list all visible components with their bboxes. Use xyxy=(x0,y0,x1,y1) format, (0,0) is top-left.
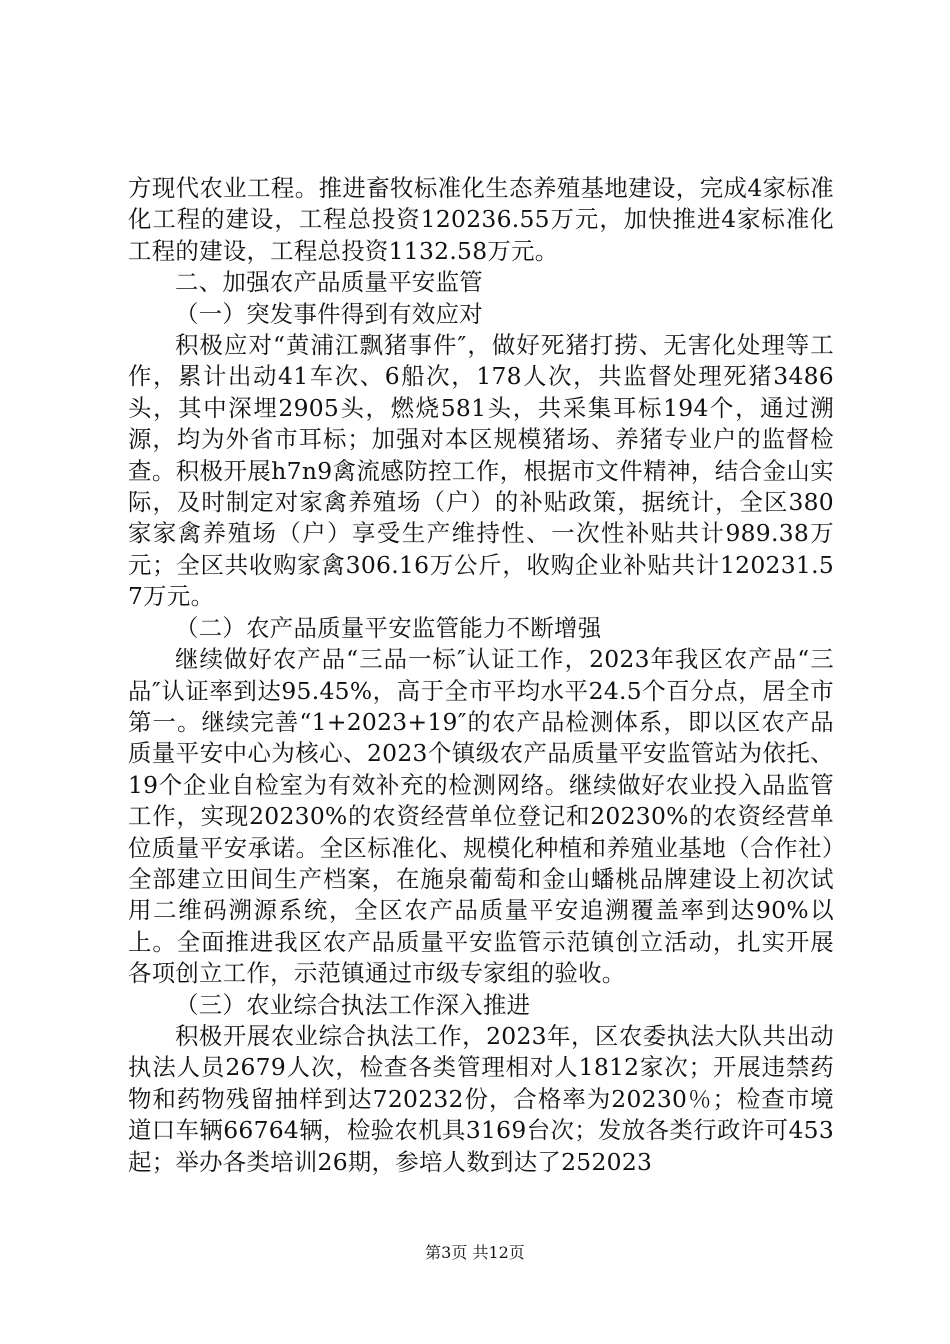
page-number-footer: 第3页 共12页 xyxy=(425,1243,525,1262)
paragraph-emergency-response: 积极应对“黄浦江飘猪事件″，做好死猪打捞、无害化处理等工作，累计出动41车次、6船次，178人次，共监督处理死猪3486头，其中深埋2905头，燃烧581头，共采集耳标194个，通过溯源，均为外省市耳标；加强对本区规模猪场、养猪专业户的监督检查。积极开展h7n9禽流感防控工作，根据市文件精神，结合金山实际，及时制定对家禽养殖场（户）的补贴政策，据统计，全区380家家禽养殖场（户）享受生产维持性、一次性补贴共计989.38万元；全区共收购家禽306.16万公斤，收购企业补贴共计120231.57万元。 xyxy=(128,331,834,611)
document-body xyxy=(128,173,834,1178)
paragraph-continuation: 方现代农业工程。推进畜牧标准化生态养殖基地建设，完成4家标准化工程的建设，工程总投资120236.55万元，加快推进4家标准化工程的建设，工程总投资1132.58万元。 xyxy=(128,174,834,265)
subsection-heading-1: （一）突发事件得到有效应对 xyxy=(175,299,483,328)
subsection-heading-2: （二）农产品质量平安监管能力不断增强 xyxy=(175,613,602,642)
paragraph-law-enforcement: 积极开展农业综合执法工作，2023年，区农委执法大队共出动执法人员2679人次，检查各类管理相对人1812家次；开展违禁药物和药物残留抽样到达720232份，合格率为20230％；检查市境道口车辆66764辆，检验农机具3169台次；发放各类行政许可453起；举办各类培训26期，参培人数到达了252023 xyxy=(128,1021,834,1176)
paragraph-quality-supervision: 继续做好农产品“三品一标″认证工作，2023年我区农产品“三品″认证率到达95.45%，高于全市平均水平24.5个百分点，居全市第一。继续完善“1+2023+19″的农产品检测体系，即以区农产品质量平安中心为核心、2023个镇级农产品质量平安监管站为依托、19个企业自检室为有效补充的检测网络。继续做好农业投入品监管工作，实现20230%的农资经营单位登记和20230%的农资经营单位质量平安承诺。全区标准化、规模化种植和养殖业基地（合作社）全部建立田间生产档案，在施泉葡萄和金山蟠桃品牌建设上初次试用二维码溯源系统，全区农产品质量平安追溯覆盖率到达90%以上。全面推进我区农产品质量平安监管示范镇创立活动，扎实开展各项创立工作，示范镇通过市级专家组的验收。 xyxy=(128,645,834,988)
subsection-heading-3: （三）农业综合执法工作深入推进 xyxy=(175,990,531,1019)
section-heading-2: 二、加强农产品质量平安监管 xyxy=(175,268,483,297)
